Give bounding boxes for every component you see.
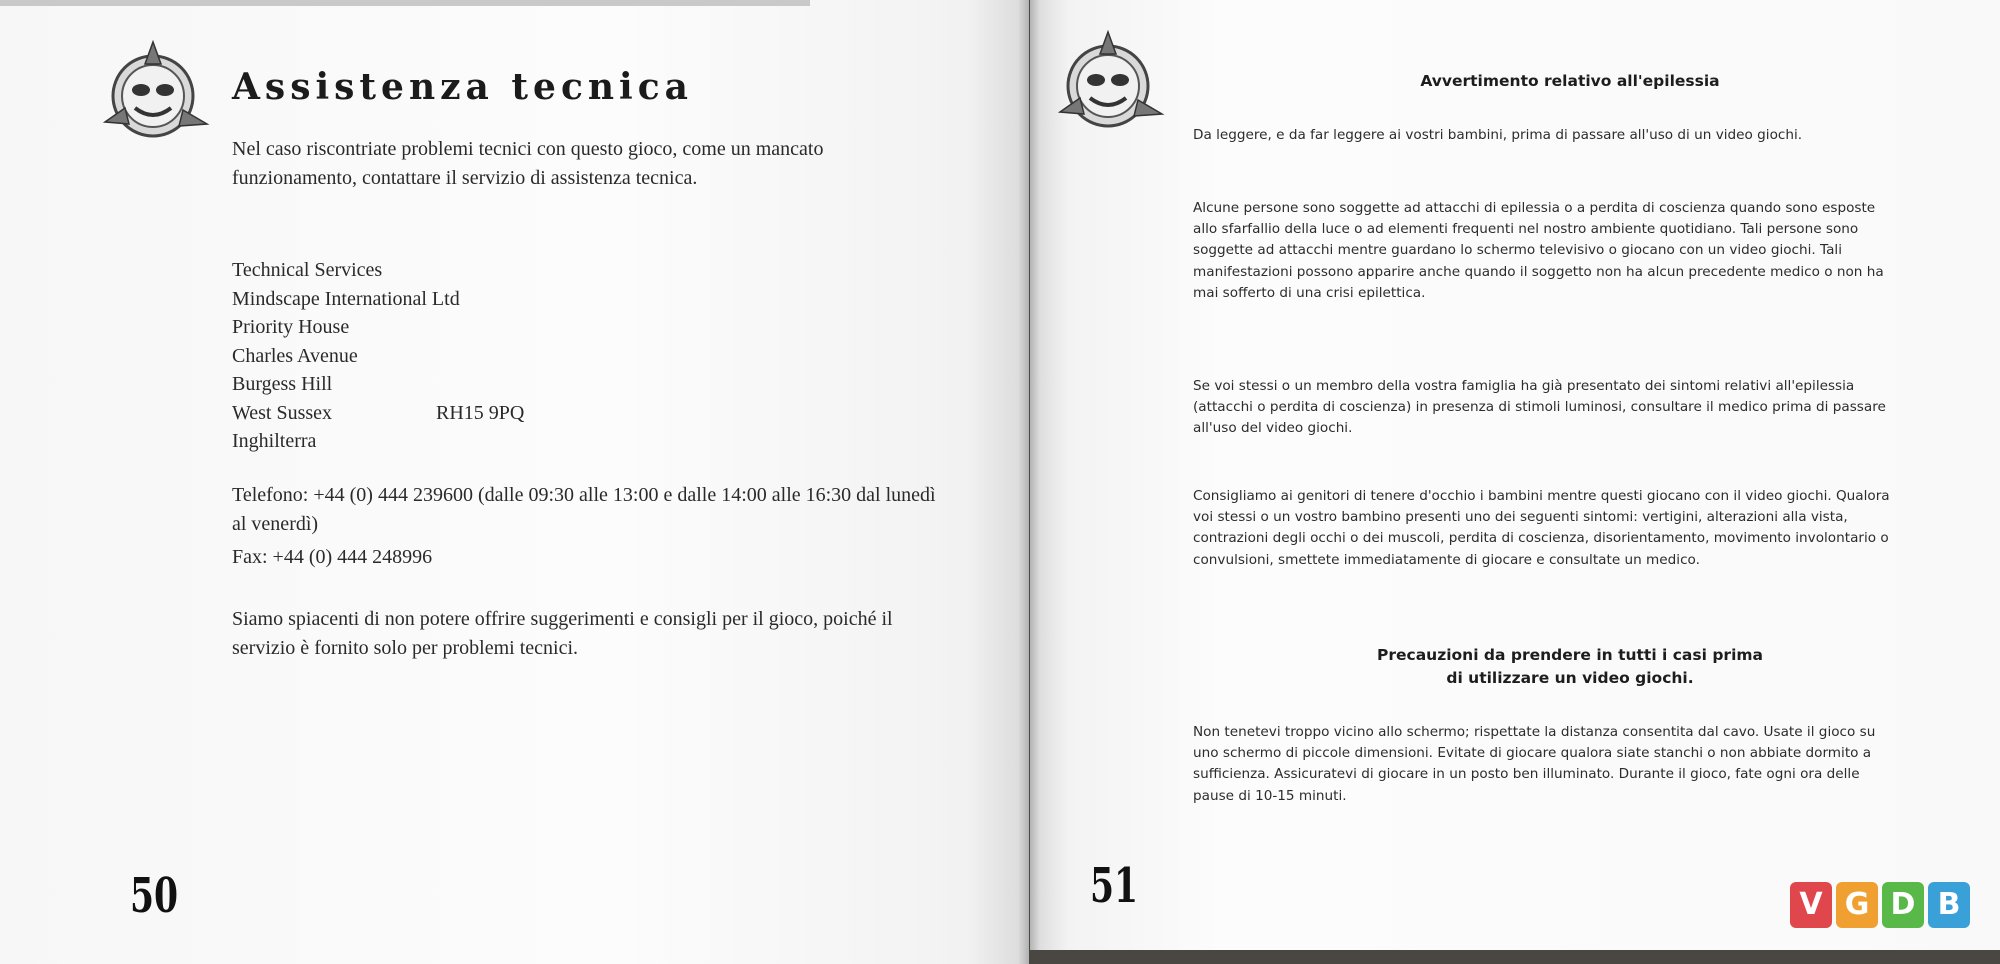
address-line: Inghilterra bbox=[232, 430, 317, 452]
watermark-letter: V bbox=[1790, 882, 1832, 928]
address-line: Technical Services bbox=[232, 259, 383, 281]
address-line: Priority House bbox=[232, 316, 350, 338]
paragraph: Se voi stessi o un membro della vostra famiglia ha già presentato dei sintomi relativi all'epilessia (attacchi o perdita di coscienza) in presenza di stimoli luminosi, consultare il medico prima di passare all'uso del video giochi. bbox=[1193, 378, 1886, 437]
page-number: 51 bbox=[1090, 858, 1139, 914]
postcode: RH15 9PQ bbox=[436, 401, 525, 424]
page-number: 50 bbox=[130, 868, 179, 924]
spiked-mascot-icon bbox=[95, 38, 215, 148]
page-edge bbox=[0, 0, 810, 6]
page-edge bbox=[1030, 950, 2000, 964]
county: West Sussex bbox=[232, 401, 333, 424]
address-block bbox=[232, 256, 952, 456]
fax-line: Fax: +44 (0) 444 248996 bbox=[232, 546, 433, 568]
watermark-letter: G bbox=[1836, 882, 1878, 928]
paragraph: Alcune persone sono soggette ad attacchi di epilessia o a perdita di coscienza quando sono esposte allo sfarfallio della luce o ad elementi frequenti nel nostro ambiente quotidiano. Tali persone sono soggette ad attacchi mentre guardano lo schermo televisivo o giocano con un video giochi. Tali manifestazioni possono apparire anche quando il soggetto non ha alcun precedente medico o non ha mai sofferto di una crisi epilettica. bbox=[1193, 200, 1884, 301]
spiked-mascot-icon bbox=[1050, 28, 1170, 138]
phone-line: Telefono: +44 (0) 444 239600 (dalle 09:30 alle 13:00 e dalle 14:00 alle 16:30 dal lunedì al venerdì) bbox=[232, 484, 936, 535]
paragraph: Da leggere, e da far leggere ai vostri bambini, prima di passare all'uso di un video giochi. bbox=[1193, 127, 1803, 143]
address-line bbox=[232, 399, 952, 428]
paragraph: Non tenetevi troppo vicino allo schermo; rispettate la distanza consentita dal cavo. Usate il gioco su uno schermo di piccole dimensioni. Evitate di giocare qualora siate stanchi o non abbiate dormito a sufficienza. Assicuratevi di giocare in un posto ben illuminato. Durante il gioco, fate ogni ora delle pause di 10-15 minuti. bbox=[1193, 724, 1876, 804]
closing-paragraph: Siamo spiacenti di non potere offrire suggerimenti e consigli per il gioco, poiché il servizio è fornito solo per problemi tecnici. bbox=[232, 608, 893, 659]
address-line: Charles Avenue bbox=[232, 344, 358, 367]
subheading bbox=[1190, 644, 1950, 690]
spine bbox=[1018, 0, 1040, 964]
paragraph: Consigliamo ai genitori di tenere d'occhio i bambini mentre questi giocano con il video giochi. Qualora voi stessi o un vostro bambino presenti uno dei seguenti sintomi: vertigini, alterazioni alla vista, contrazioni degli occhi o dei muscoli, perdita di coscienza, disorientamento, movimento involontario o convulsioni, smettete immediatamente di giocare e consultate un medico. bbox=[1193, 488, 1890, 568]
page-title: Assistenza tecnica bbox=[232, 66, 693, 108]
intro-paragraph: Nel caso riscontriate problemi tecnici con questo gioco, come un mancato funzionamento, contattare il servizio di assistenza tecnica. bbox=[232, 138, 824, 189]
address-line: Burgess Hill bbox=[232, 373, 333, 395]
section-heading: Avvertimento relativo all'epilessia bbox=[1420, 72, 1720, 90]
subheading-line: Precauzioni da prendere in tutti i casi prima bbox=[1377, 646, 1763, 664]
watermark-letter: B bbox=[1928, 882, 1970, 928]
watermark-letter: D bbox=[1882, 882, 1924, 928]
address-line: Mindscape International Ltd bbox=[232, 287, 460, 310]
subheading-line: di utilizzare un video giochi. bbox=[1446, 669, 1694, 687]
